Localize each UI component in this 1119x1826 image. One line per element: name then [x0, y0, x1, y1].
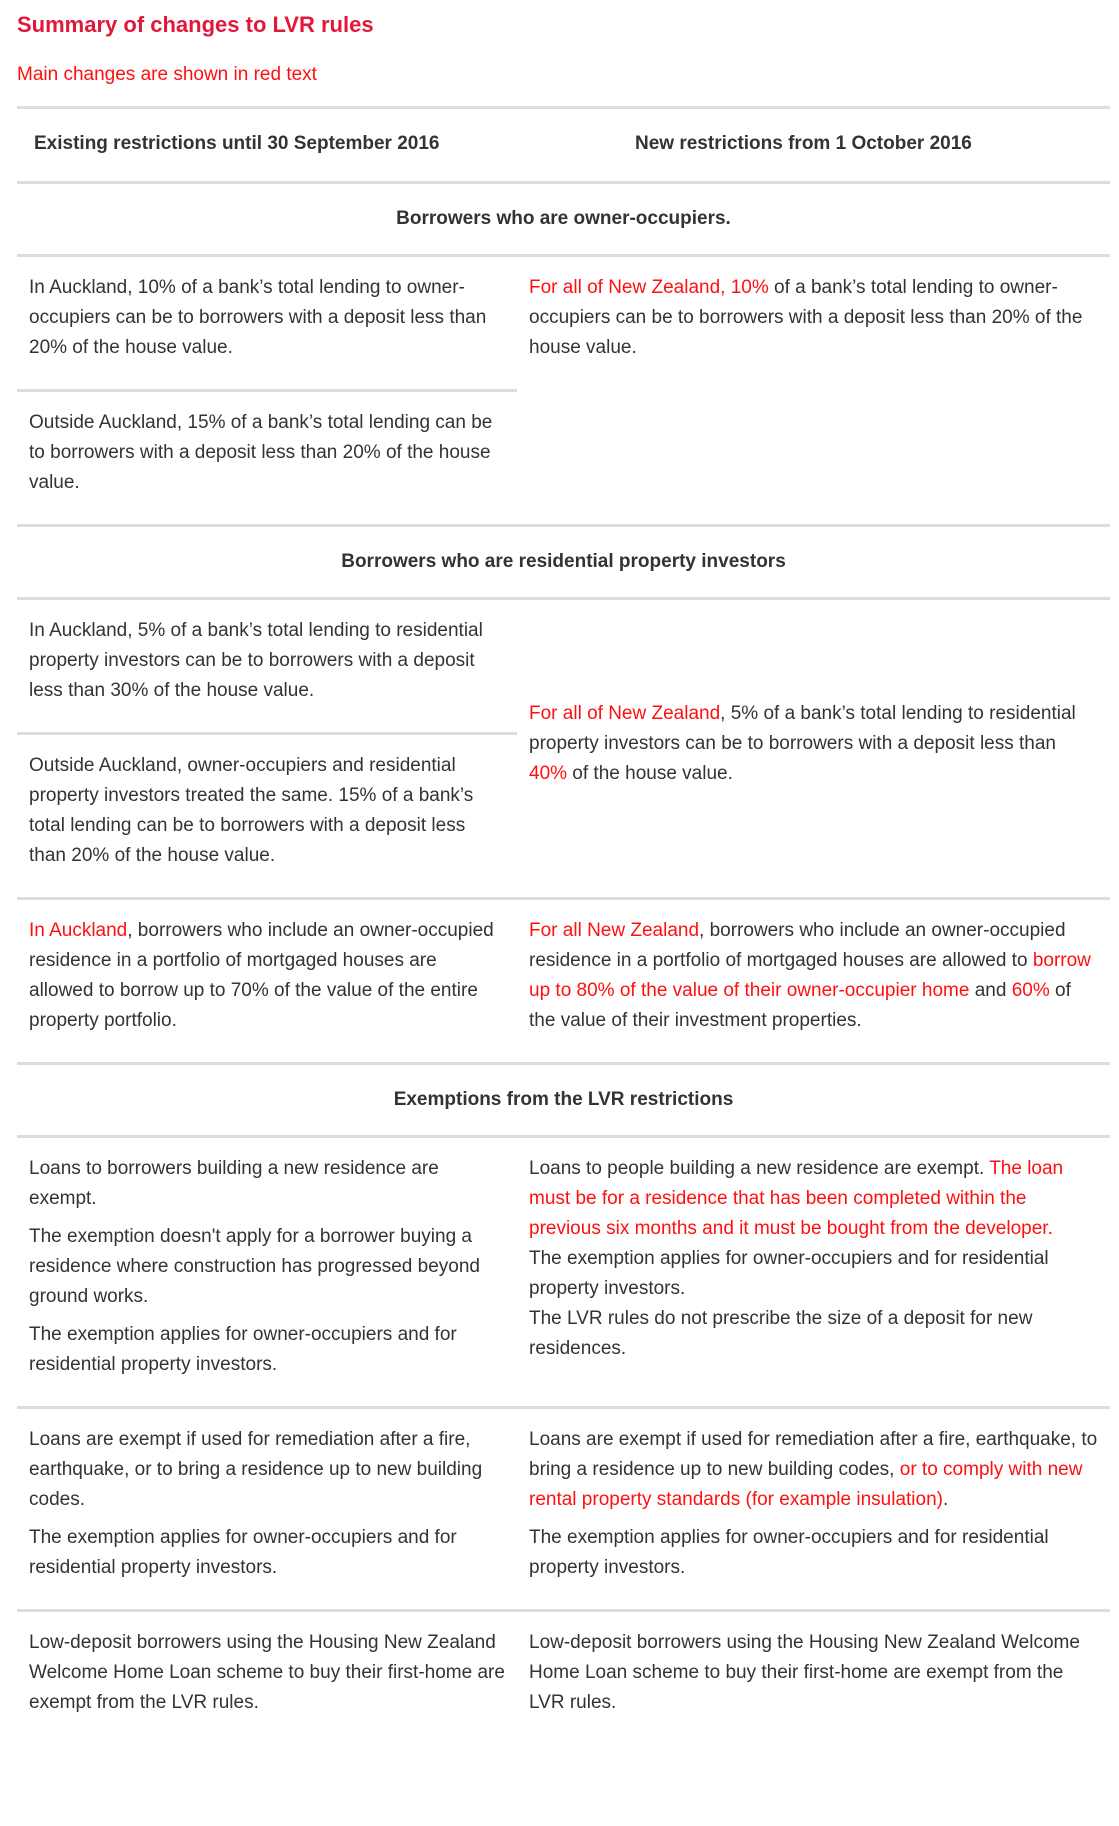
new-cell	[517, 599, 1110, 899]
table-row	[17, 256, 1110, 526]
existing-cell	[17, 1408, 517, 1611]
header-new-restrictions: New restrictions from 1 October 2016	[517, 108, 1110, 183]
new-text	[529, 1154, 1098, 1244]
change-highlight: borrow up to 80% of the value of their owner-occupier home	[529, 950, 1091, 1001]
new-text	[529, 699, 1098, 789]
change-highlight: For all of New Zealand	[529, 702, 721, 724]
existing-text	[29, 916, 505, 1036]
existing-text: In Auckland, 10% of a bank’s total lending to owner-occupiers can be to borrowers with a deposit less than 20% of the house value.	[29, 277, 487, 358]
new-text	[529, 916, 1098, 1036]
new-text-rest: of the value of their investment properties.	[529, 980, 1071, 1031]
new-text: The LVR rules do not prescribe the size of a deposit for new residences.	[529, 1308, 1033, 1359]
table-row	[17, 1611, 1110, 1745]
existing-text: Outside Auckland, owner-occupiers and residential property investors treated the same. 15% of a bank’s total lending can be to borrowers with a deposit less than 20% of the house value.	[29, 755, 474, 866]
table-row	[17, 899, 1110, 1064]
new-text: The exemption applies for owner-occupiers and for residential property investors.	[529, 1527, 1049, 1578]
change-highlight: For all New Zealand	[529, 920, 700, 941]
section-heading-owner-occupiers: Borrowers who are owner-occupiers.	[17, 183, 1110, 256]
new-text-rest: , borrowers who include an owner-occupied residence in a portfolio of mortgaged houses are allowed to	[529, 920, 1066, 971]
change-highlight: For all of New Zealand, 10%	[529, 277, 769, 298]
new-text-rest: Loans to people building a new residence are exempt.	[529, 1158, 990, 1179]
existing-cell	[17, 1611, 517, 1745]
new-text: The exemption applies for owner-occupiers and for residential property investors.	[529, 1248, 1049, 1299]
existing-cell-group	[17, 256, 517, 526]
new-text	[529, 1425, 1098, 1515]
existing-text: Loans are exempt if used for remediation after a fire, earthquake, or to bring a residence up to new building codes.	[29, 1429, 483, 1510]
existing-text: Outside Auckland, 15% of a bank’s total lending can be to borrowers with a deposit less than 20% of the house value.	[29, 412, 493, 493]
section-heading-exemptions: Exemptions from the LVR restrictions	[17, 1064, 1110, 1137]
new-text-rest: of a bank’s total lending to owner-occupiers can be to borrowers with a deposit less than 20% of the house value.	[529, 277, 1083, 358]
existing-cell	[17, 257, 517, 392]
new-cell	[517, 899, 1110, 1064]
change-highlight: 60%	[1011, 980, 1050, 1001]
new-cell	[517, 256, 1110, 526]
section-heading-row	[17, 526, 1110, 599]
existing-cell	[17, 392, 517, 524]
new-text-rest: , 5% of a bank’s total lending to residential property investors can be to borrowers with a deposit less than	[529, 702, 1076, 754]
table-row	[17, 599, 1110, 899]
new-cell	[517, 1137, 1110, 1408]
existing-cell	[17, 600, 517, 735]
new-text: Low-deposit borrowers using the Housing New Zealand Welcome Home Loan scheme to buy their first-home are exempt from the LVR rules.	[529, 1632, 1080, 1713]
existing-text: The exemption applies for owner-occupiers and for residential property investors.	[29, 1324, 457, 1375]
section-heading-investors: Borrowers who are residential property investors	[17, 526, 1110, 599]
new-text-rest: of the house value.	[567, 762, 733, 784]
change-highlight: 40%	[529, 762, 568, 784]
new-text-rest: Loans are exempt if used for remediation after a fire, earthquake, to bring a residence up to new building codes,	[529, 1429, 1098, 1480]
new-cell	[517, 1611, 1110, 1745]
new-text-rest: and	[969, 980, 1012, 1001]
new-text-rest: .	[942, 1489, 949, 1510]
existing-cell	[17, 735, 517, 897]
section-heading-row	[17, 1064, 1110, 1137]
change-highlight: or to comply with new rental property standards (for example insulation)	[529, 1459, 1083, 1510]
existing-text: The exemption doesn't apply for a borrower buying a residence where construction has progressed beyond ground works.	[29, 1226, 480, 1307]
existing-cell	[17, 1137, 517, 1408]
change-highlight: The loan must be for a residence that has been completed within the previous six months and it must be bought from the developer.	[529, 1158, 1064, 1239]
new-text	[529, 273, 1098, 363]
page-title: Summary of changes to LVR rules	[17, 12, 374, 37]
table-row	[17, 1137, 1110, 1408]
existing-cell	[17, 899, 517, 1064]
existing-text: In Auckland, 5% of a bank’s total lending to residential property investors can be to borrowers with a deposit less than 30% of the house value.	[29, 620, 483, 701]
existing-text-rest: , borrowers who include an owner-occupied residence in a portfolio of mortgaged houses are allowed to borrow up to 70% of the value of the entire property portfolio.	[29, 920, 494, 1031]
table-header-row	[17, 108, 1110, 183]
existing-cell-group	[17, 599, 517, 899]
change-highlight: In Auckland	[29, 920, 128, 941]
existing-text: Low-deposit borrowers using the Housing New Zealand Welcome Home Loan scheme to buy their first-home are exempt from the LVR rules.	[29, 1632, 505, 1713]
existing-text: Loans to borrowers building a new residence are exempt.	[29, 1158, 439, 1209]
lvr-comparison-table	[17, 106, 1110, 1744]
section-heading-row	[17, 183, 1110, 256]
page-subtitle: Main changes are shown in red text	[17, 64, 317, 85]
existing-text: The exemption applies for owner-occupiers and for residential property investors.	[29, 1527, 457, 1578]
table-row	[17, 1408, 1110, 1611]
header-existing-restrictions: Existing restrictions until 30 September 2016	[17, 108, 517, 183]
new-cell	[517, 1408, 1110, 1611]
